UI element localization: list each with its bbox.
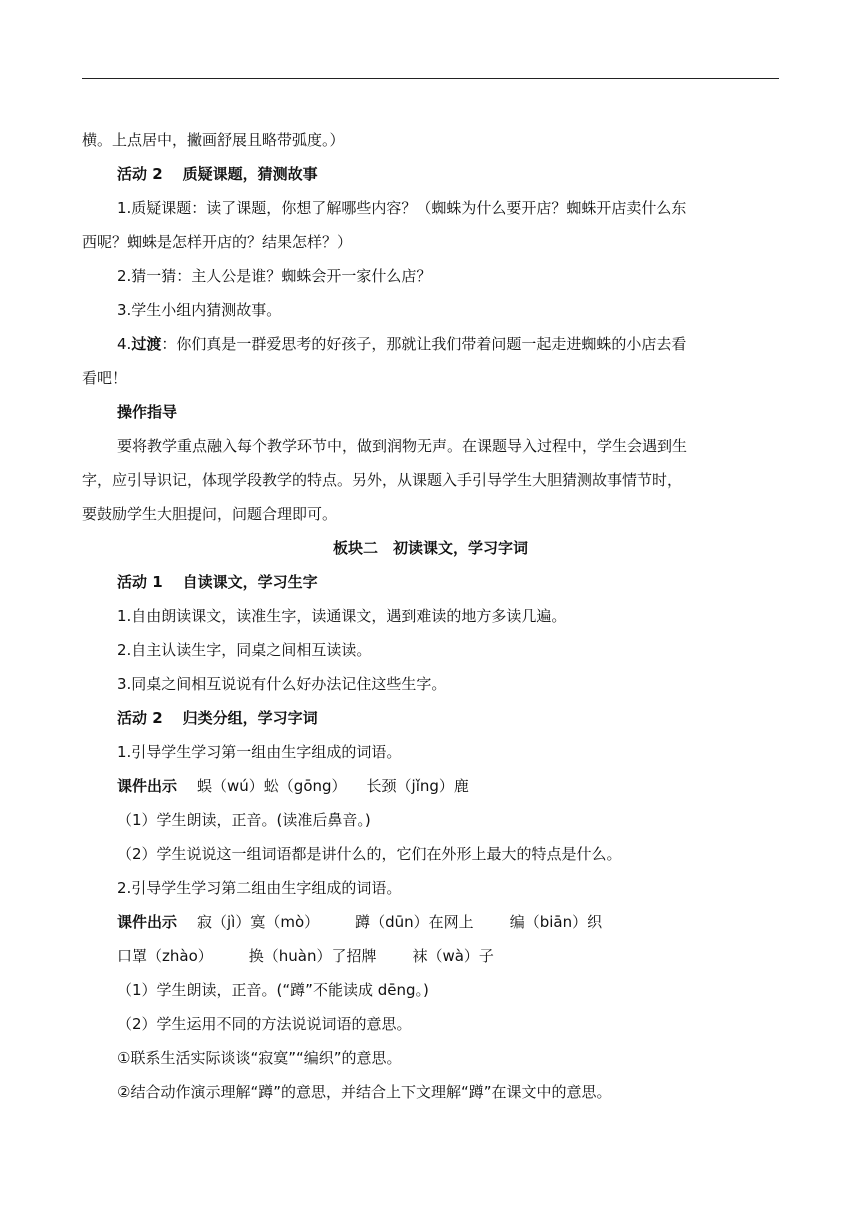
vocab-word: 蹲（dūn）在网上 xyxy=(355,913,474,931)
vocab-word: 口罩（zhào） xyxy=(117,947,213,965)
paragraph-line: 要将教学重点融入每个教学环节中，做到润物无声。在课题导入过程中，学生会遇到生 xyxy=(117,437,688,455)
section-heading: 操作指导 xyxy=(117,403,178,421)
transition-label: 过渡 xyxy=(131,335,162,353)
activity-title: 归类分组，学习字词 xyxy=(182,709,318,727)
vocab-word: 换（huàn）了招牌 xyxy=(248,947,377,965)
courseware-line xyxy=(82,769,779,803)
vocab-word: 长颈（jǐng）鹿 xyxy=(366,777,469,795)
courseware-label: 课件出示 xyxy=(117,913,178,931)
paragraph-line xyxy=(82,327,779,361)
courseware-label: 课件出示 xyxy=(117,777,178,795)
paragraph-line: 横。上点居中，撇画舒展且略带弧度。） xyxy=(82,131,345,149)
paragraph-line: 3.学生小组内猜测故事。 xyxy=(117,301,282,319)
paragraph-line: 1.质疑课题：读了课题，你想了解哪些内容？（蜘蛛为什么要开店？蜘蛛开店卖什么东 xyxy=(117,199,687,217)
vocab-word: 寂（jì）寞（mò） xyxy=(197,913,320,931)
block-heading: 板块二 初读课文，学习字词 xyxy=(332,539,528,557)
document-body xyxy=(82,123,779,1109)
vocab-word: 袜（wà）子 xyxy=(412,947,494,965)
activity-title: 质疑课题，猜测故事 xyxy=(182,165,318,183)
paragraph-line: 2.猜一猜：主人公是谁？蜘蛛会开一家什么店？ xyxy=(117,267,432,285)
item-number: 4. xyxy=(117,335,132,353)
activity-heading xyxy=(82,701,779,735)
paragraph-line: ①联系生活实际谈谈“寂寞”“编织”的意思。 xyxy=(117,1049,402,1067)
paragraph-line: （1）学生朗读，正音。(“蹲”不能读成 dēng。) xyxy=(117,981,429,999)
activity-label: 活动 2 xyxy=(117,165,163,183)
paragraph-line: 3.同桌之间相互说说有什么好办法记住这些生字。 xyxy=(117,675,447,693)
courseware-line xyxy=(82,939,779,973)
vocab-word: 蜈（wú）蚣（gōng） xyxy=(197,777,347,795)
paragraph-line: 1.引导学生学习第一组由生字组成的词语。 xyxy=(117,743,402,761)
activity-label: 活动 2 xyxy=(117,709,163,727)
paragraph-line: （2）学生说说这一组词语都是讲什么的，它们在外形上最大的特点是什么。 xyxy=(117,845,622,863)
paragraph-line: 看吧！ xyxy=(82,369,128,387)
activity-heading xyxy=(82,565,779,599)
paragraph-line: 1.自由朗读课文，读准生字，读通课文，遇到难读的地方多读几遍。 xyxy=(117,607,567,625)
paragraph-line: （1）学生朗读，正音。(读准后鼻音。) xyxy=(117,811,371,829)
vocab-word: 编（biān）织 xyxy=(509,913,603,931)
activity-label: 活动 1 xyxy=(117,573,163,591)
paragraph-line: ②结合动作演示理解“蹲”的意思，并结合上下文理解“蹲”在课文中的意思。 xyxy=(117,1083,612,1101)
activity-heading xyxy=(82,157,779,191)
paragraph-line: 要鼓励学生大胆提问，问题合理即可。 xyxy=(82,505,338,523)
paragraph-line: 西呢？蜘蛛是怎样开店的？结果怎样？） xyxy=(82,233,353,251)
paragraph-line: 2.引导学生学习第二组由生字组成的词语。 xyxy=(117,879,402,897)
courseware-line xyxy=(82,905,779,939)
activity-title: 自读课文，学习生字 xyxy=(182,573,318,591)
paragraph-line: 2.自主认读生字，同桌之间相互读读。 xyxy=(117,641,372,659)
paragraph-text: ：你们真是一群爱思考的好孩子，那就让我们带着问题一起走进蜘蛛的小店去看 xyxy=(161,335,687,353)
paragraph-line: （2）学生运用不同的方法说说词语的意思。 xyxy=(117,1015,412,1033)
paragraph-line: 字，应引导识记，体现学段教学的特点。另外，从课题入手引导学生大胆猜测故事情节时， xyxy=(82,471,683,489)
header-rule xyxy=(82,78,779,79)
